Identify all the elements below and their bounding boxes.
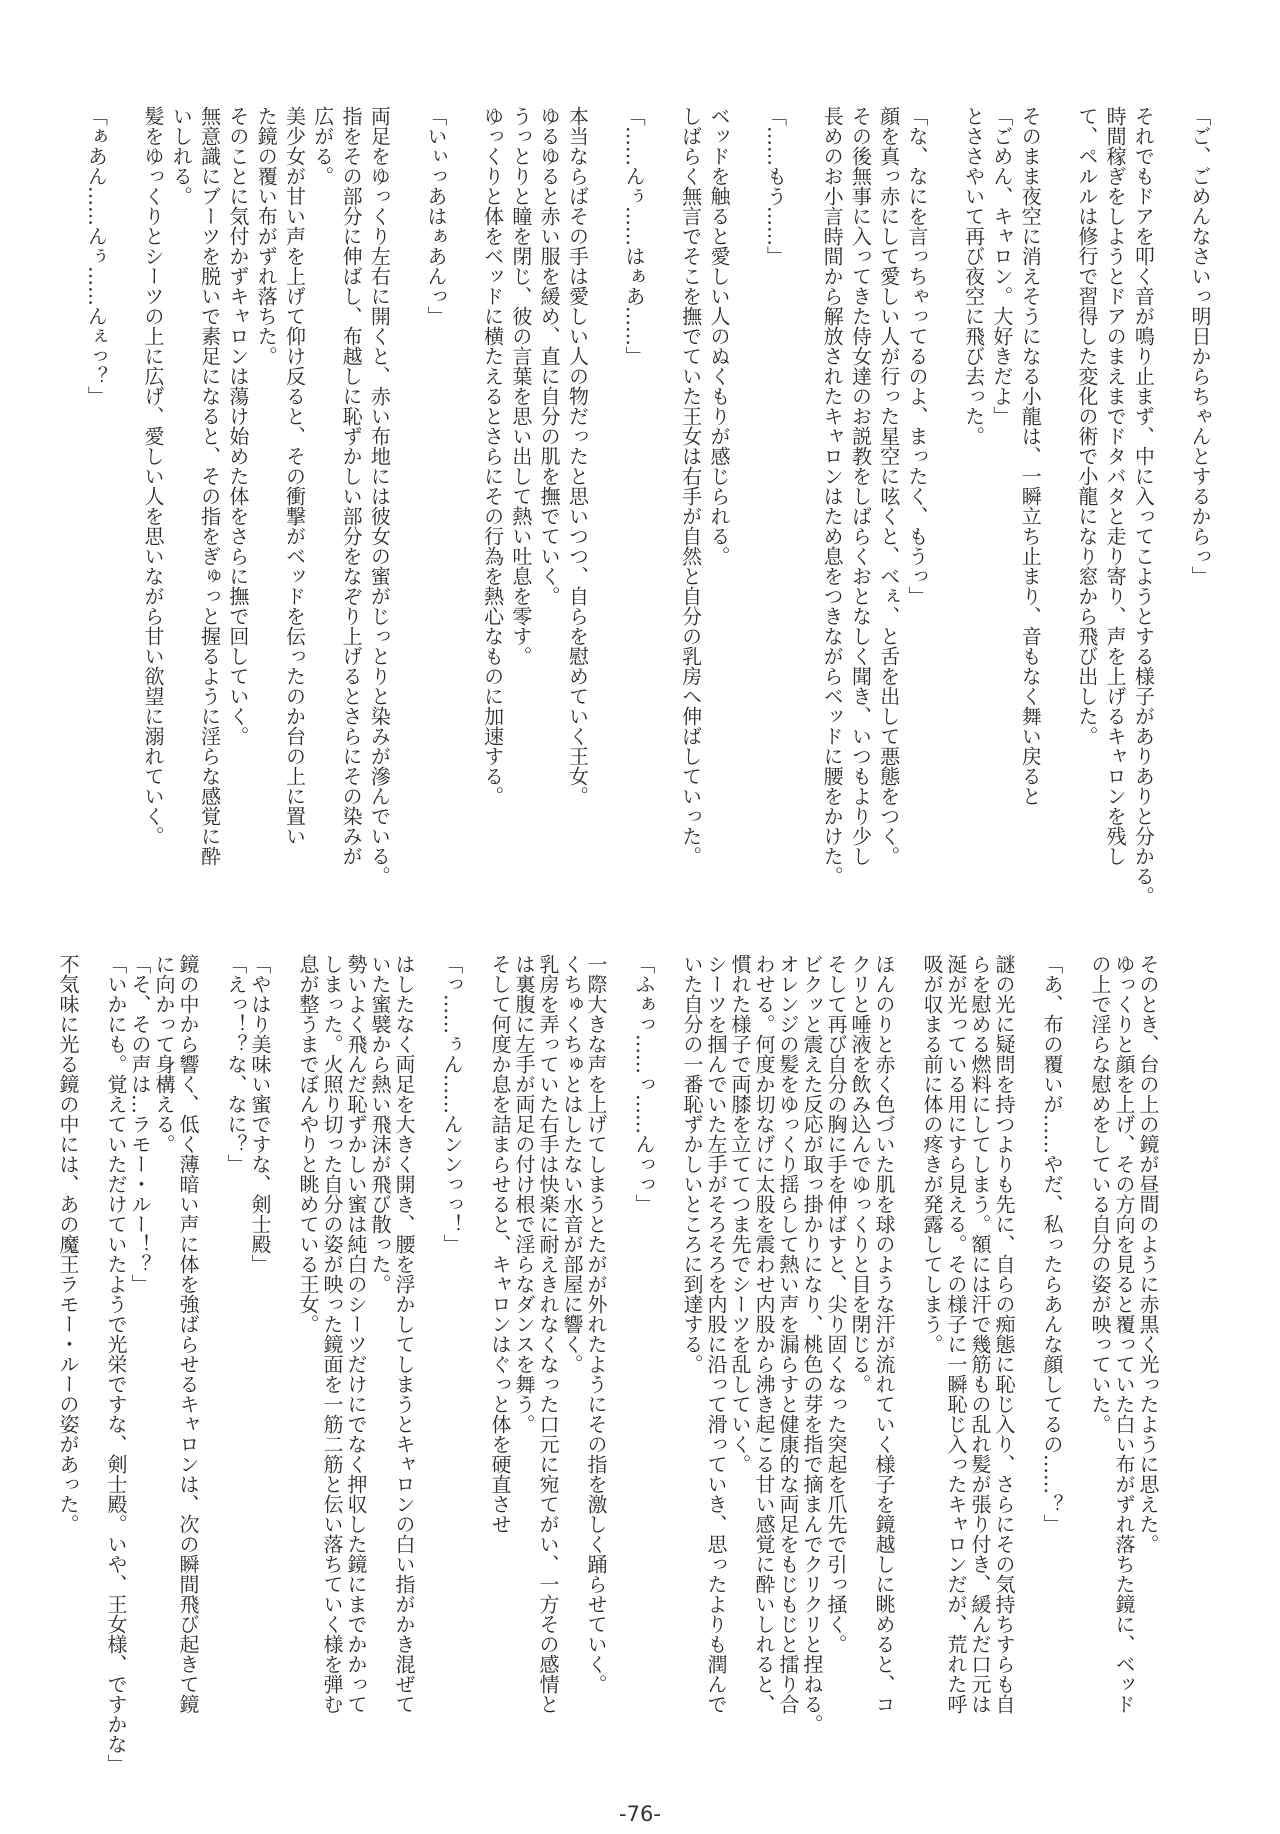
blank-line [450, 106, 478, 896]
text-line: クリと唾液を飲み込んでゆっくりと目を閉じる。 [848, 954, 872, 1394]
text-line: 吸が収まる前に体の疼きが発露してしまう。 [920, 954, 944, 1354]
text-line: た鏡の覆い布がずれ落ちた。 [254, 106, 279, 366]
text-line: 指をその部分に伸ばし、布越しに恥ずかしい部分をなぞり上げるとさらにその染みが [339, 106, 364, 866]
text-line: くちゅくちゅとはしたない水音が部屋に響く。 [560, 954, 584, 1374]
text-line: はしたなく両足を大きく開き、腰を浮かしてしまうとキャロンの白い指がかき混ぜて [392, 954, 416, 1714]
text-line: それでもドアを叩く音が鳴り止まず、中に入ってこようとする様子がありありと分かる。 [1131, 106, 1156, 906]
page-number: -76- [619, 1802, 661, 1826]
text-line: 長めのお小言時間から解放されたキャロンはため息をつきながらベッドに腰をかけた。 [820, 106, 845, 886]
text-line: 無意識にブーツを脱いで素足になると、その指をぎゅっと握るように淫らな感覚に酔 [197, 106, 222, 866]
text-line: 時間稼ぎをしようとドアのまえまでドタバタと走り寄り、声を上げるキャロンを残し [1103, 106, 1128, 866]
text-line: とささやいて再び夜空に飛び去った。 [961, 106, 986, 446]
text-line: 一際大きな声を上げてしまうとたがが外れたようにその指を激しく踊らせていく。 [584, 954, 608, 1694]
blank-line [393, 106, 421, 896]
text-line: に向かって身構える。 [152, 954, 176, 1154]
text-line: 「いぃっあはぁあんっ」 [423, 106, 448, 326]
blank-line [1157, 106, 1185, 896]
text-line: オレンジの髪をゆっくり揺らして熱い声を漏らすと健康的な両足をもじもじと擂り合 [776, 954, 800, 1714]
blank-line [591, 106, 619, 896]
blank-line [896, 954, 920, 1744]
text-line: しばらく無言でそこを撫でていた王女は右手が自然と自分の乳房へ伸ばしていった。 [678, 106, 703, 866]
blank-line [1016, 954, 1040, 1744]
text-line: 「……んぅ……はぁあ……」 [622, 106, 647, 366]
text-line: 顔を真っ赤にして愛しい人が行った星空に呟くと、べぇ、と舌を出して悪態をつく。 [876, 106, 901, 866]
text-line: 「ぁあん……んぅ……んぇっ？」 [84, 106, 109, 406]
text-line: ゆるゆると赤い服を緩め、直に自分の肌を撫でていく。 [537, 106, 562, 606]
text-line: 「あ、布の覆いが……やだ、私ったらあんな顔してるの……？」 [1040, 954, 1064, 1534]
blank-line [648, 106, 676, 896]
text-line: 「……もう……」 [763, 106, 788, 266]
text-line: の上で淫らな慰めをしている自分の姿が映っていた。 [1088, 954, 1112, 1434]
blank-line [110, 106, 138, 896]
blank-line [1044, 106, 1072, 896]
text-line: 息が整うまでぼんやりと眺めている王女。 [296, 954, 320, 1334]
text-line: 「ご、ごめんなさいっ明日からちゃんとするからっ」 [1188, 106, 1212, 586]
text-line: 「な、なにを言っちゃってるのよ、まったく、もうっ」 [905, 106, 930, 606]
blank-line [931, 106, 959, 896]
text-line: そして再び自分の胸に手を伸ばすと、尖り固くなった突起を爪先で引っ掻く。 [824, 954, 848, 1654]
text-line: ほんのりと赤く色づいた肌を球のような汗が流れていく様子を鏡越しに眺めると、コ [872, 954, 896, 1714]
text-line: そして何度か息を詰まらせると、キャロンはぐっと体を硬直させ [488, 954, 512, 1534]
text-line: 不気味に光る鏡の中には、あの魔王ラモー・ルーの姿があった。 [56, 954, 80, 1534]
text-line: 髪をゆっくりとシーツの上に広げ、愛しい人を思いながら甘い欲望に溺れていく。 [141, 106, 166, 846]
blank-line [733, 106, 761, 896]
text-line: そのまま夜空に消えそうになる小龍は、一瞬立ち止まり、音もなく舞い戻ると [1018, 106, 1043, 806]
text-line: 両足をゆっくり左右に開くと、赤い布地には彼女の蜜がじっとりと染みが滲んでいる。 [367, 106, 392, 886]
text-line: いた蜜襞から熱い飛沫が飛び散った。 [368, 954, 392, 1294]
blank-line [464, 954, 488, 1744]
text-line: 涎が光っている用にすら見える。その様子に一瞬恥じ入ったキャロンだが、荒れた呼 [944, 954, 968, 1714]
blank-line [416, 954, 440, 1744]
text-line: そのことに気付かずキャロンは蕩け始めた体をさらに撫で回していく。 [225, 106, 250, 746]
text-line: そのとき、台の上の鏡が昼間のように赤黒く光ったように思えた。 [1136, 954, 1160, 1554]
text-line: 広がる。 [310, 106, 335, 186]
text-line: わせる。何度か切なげに太股を震わせ内股から沸き起こる甘い感覚に酔いしれると、 [752, 954, 776, 1714]
blank-line [1064, 954, 1088, 1744]
text-line: 本当ならばその手は愛しい人の物だったと思いつつ、自らを慰めていく王女。 [565, 106, 590, 806]
text-line: ゆっくりと顔を上げ、その方向を見ると覆っていた白い布がずれ落ちた鏡に、ベッド [1112, 954, 1136, 1714]
blank-line [80, 954, 104, 1744]
text-line: いしれる。 [169, 106, 194, 206]
text-line: は裏腹に左手が両足の付け根で淫らなダンスを舞う。 [512, 954, 536, 1434]
text-line: ベッドを触ると愛しい人のぬくもりが感じられる。 [706, 106, 731, 566]
text-line: いた自分の一番恥ずかしいところに到達する。 [680, 954, 704, 1374]
text-line: 「そ、その声は…ラモー・ルー！？」 [128, 954, 152, 1294]
blank-line [790, 106, 818, 896]
text-line: 「やはり美味い蜜ですな、剣士殿」 [248, 954, 272, 1274]
text-line: 乳房を弄っていた右手は快楽に耐えきれなくなった口元に宛てがい、一方その感情と [536, 954, 560, 1714]
text-line: その後無事に入ってきた侍女達のお説教をしばらくおとなしく聞き、いつもより少し [848, 106, 873, 866]
text-line: うっとりと瞳を閉じ、彼の言葉を思い出して熱い吐息を零す。 [508, 106, 533, 666]
blank-line [656, 954, 680, 1744]
text-line: 「っ……ぅん……んンンっっ！」 [440, 954, 464, 1254]
text-line: しまった。火照り切った自分の姿が映った鏡面を一筋二筋と伝い落ちていく様を弾む [320, 954, 344, 1714]
blank-line [272, 954, 296, 1744]
text-line: シーツを掴んでいた左手がそろそろを内股に沿って滑っていき、思ったよりも潤んで [704, 954, 728, 1714]
text-line: 「えっ！？な、なに？」 [224, 954, 248, 1174]
text-line: 「ごめん、キャロン。大好きだよ」 [989, 106, 1014, 426]
text-line: 慣れた様子で両膝を立ててつま先でシーツを乱していく。 [728, 954, 752, 1474]
bottom-text-block [56, 954, 1160, 1774]
blank-line [200, 954, 224, 1744]
top-text-block [82, 106, 1214, 906]
text-line: 美少女が甘い声を上げて仰け反ると、その衝撃がベッドを伝ったのか台の上に置い [282, 106, 307, 846]
text-line: 「ふぁっ……っ……んっっ」 [632, 954, 656, 1214]
blank-line [608, 954, 632, 1744]
text-line: 勢いよく飛んだ恥ずかしい蜜は純白のシーツだけにでなく押収した鏡にまでかかって [344, 954, 368, 1714]
text-line: て、ペルルは修行で習得した変化の術で小龍になり窓から飛び出した。 [1074, 106, 1099, 746]
text-line: 「いかにも。覚えていただけていたようで光栄ですな、剣士殿。いや、王女様、ですかな」 [104, 954, 128, 1774]
text-line: ビクッと震えた反応が取っ掛かりになり、桃色の芽を指で摘まんでクリクリと捏ねる。 [800, 954, 824, 1734]
text-line: ゆっくりと体をベッドに横たえるとさらにその行為を熱心なものに加速する。 [480, 106, 505, 806]
text-line: 鏡の中から響く、低く薄暗い声に体を強ばらせるキャロンは、次の瞬間飛び起きて鏡 [176, 954, 200, 1714]
text-line: 謎の光に疑問を持つよりも先に、自らの痴態に恥じ入り、さらにその気持ちすらも自 [992, 954, 1016, 1714]
text-line: らを慰める燃料にしてしまう。額には汗で幾筋もの乱れ髪が張り付き、緩んだ口元は [968, 954, 992, 1714]
